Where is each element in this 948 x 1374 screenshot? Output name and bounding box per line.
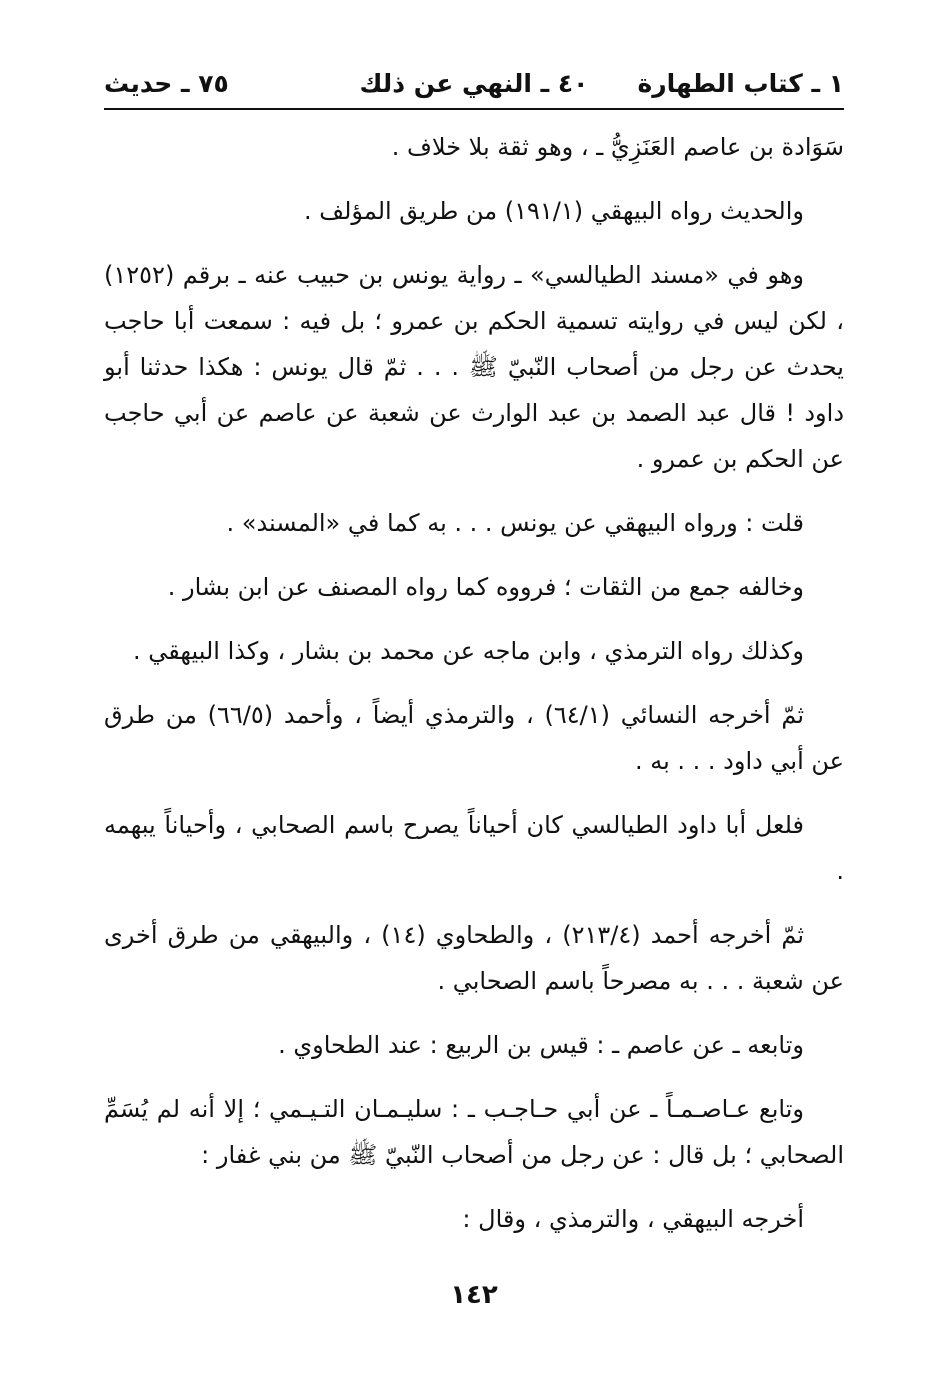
paragraph-11: وتابع عـاصـمـاً ـ عن أبي حـاجـب ـ : سليـمـان التـيـمي ؛ إلا أنه لم يُسَمِّ الصحابي ؛ بل قال : عن رجل من أصحاب النّبيّ ﷺ من بني غفار : <box>104 1095 844 1169</box>
header-hadith-number: ٧٥ ـ حديث <box>104 69 229 98</box>
page-body <box>104 124 844 1242</box>
running-header <box>104 62 844 106</box>
paragraph-10: وتابعه ـ عن عاصم ـ : قيس بن الربيع : عند الطحاوي . <box>278 1031 804 1059</box>
paragraph-1: سَوَادة بن عاصم العَنَزِيُّ ـ ، وهو ثقة بلا خلاف . <box>391 133 844 161</box>
paragraph-12: أخرجه البيهقي ، والترمذي ، وقال : <box>462 1205 804 1233</box>
paragraph-6: وكذلك رواه الترمذي ، وابن ماجه عن محمد بن بشار ، وكذا البيهقي . <box>133 637 804 665</box>
paragraph-7: ثمّ أخرجه النسائي (٦٤/١) ، والترمذي أيضاً ، وأحمد (٦٦/٥) من طرق عن أبي داود . . . به . <box>104 701 844 775</box>
header-chapter-title: ٤٠ ـ النهي عن ذلك <box>359 69 589 98</box>
page-number: ١٤٢ <box>450 1280 498 1310</box>
header-divider <box>104 108 844 110</box>
paragraph-5: وخالفه جمع من الثقات ؛ فرووه كما رواه المصنف عن ابن بشار . <box>167 573 804 601</box>
book-page <box>104 62 844 1322</box>
header-book-title: ١ ـ كتاب الطهارة <box>637 69 844 98</box>
paragraph-2: والحديث رواه البيهقي (١٩١/١) من طريق المؤلف . <box>304 197 804 225</box>
paragraph-3: وهو في «مسند الطيالسي» ـ رواية يونس بن حبيب عنه ـ برقم (١٢٥٢) ، لكن ليس في روايته تسمية الحكم بن عمرو ؛ بل فيه : سمعت أبا حاجب يحدث عن رجل من أصحاب النّبيّ ﷺ . . . ثمّ قال يونس : هكذا حدثنا أبو داود ! قال عبد الصمد بن عبد الوارث عن شعبة عن عاصم عن أبي حاجب عن الحكم بن عمرو . <box>104 261 844 473</box>
paragraph-9: ثمّ أخرجه أحمد (٢١٣/٤) ، والطحاوي (١٤) ، والبيهقي من طرق أخرى عن شعبة . . . به مصرحاً باسم الصحابي . <box>104 921 844 995</box>
paragraph-8: فلعل أبا داود الطيالسي كان أحياناً يصرح باسم الصحابي ، وأحياناً يبهمه . <box>104 811 844 885</box>
paragraph-4: قلت : ورواه البيهقي عن يونس . . . به كما في «المسند» . <box>226 509 804 537</box>
